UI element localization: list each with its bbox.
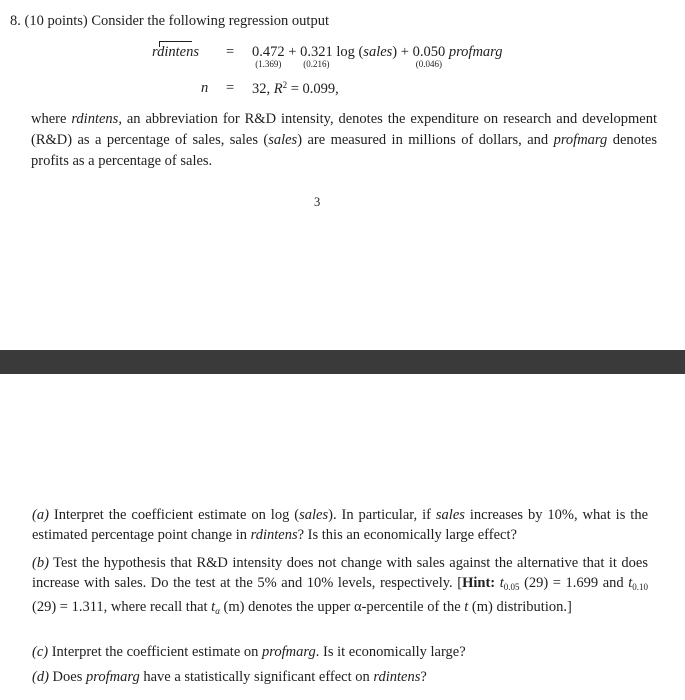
profmarg-coef: 0.050 — [412, 44, 446, 60]
part-a-var-1: sales — [299, 507, 329, 523]
part-a-text-2: ). In particular, if — [328, 507, 431, 523]
r-squared-value: = 0.099, — [290, 81, 339, 97]
profmarg-variable: profmarg — [448, 44, 503, 60]
part-a-text-4: ? Is this an economically large effect? — [297, 527, 517, 543]
part-b-label: (b) — [32, 555, 49, 571]
log-sales-term: log (sales) — [336, 44, 398, 60]
intercept-value: 0.472 — [252, 44, 285, 60]
part-d-label: (d) — [32, 669, 49, 685]
page-number: 3 — [314, 195, 321, 209]
part-c-var-1: profmarg — [262, 644, 316, 660]
part-b-t-symbol-2: t — [628, 575, 633, 591]
page-separator-bar — [0, 350, 685, 374]
regression-equation — [152, 44, 199, 61]
r-squared-exponent: 2 — [282, 80, 288, 90]
part-a-label: (a) — [32, 507, 49, 523]
question-header — [10, 13, 329, 30]
part-d-text-3: ? — [420, 669, 427, 685]
log-sales-se: (0.216) — [303, 59, 330, 69]
part-a-text-3: increases by 10%, what is the estimated percentage point change in — [32, 507, 649, 543]
dependent-variable: rdintens — [152, 44, 199, 60]
question-points: (10 points) — [24, 13, 88, 29]
part-d-text-1: Does — [52, 669, 83, 685]
part-b-hint-bracket: [ — [457, 575, 463, 591]
part-b-text-4: (m) denotes the upper α-percentile of the — [223, 599, 461, 615]
desc-text-3: denotes profits as a percentage of sales. — [31, 132, 657, 169]
r-squared-label: R — [273, 81, 283, 97]
question-number: 8. — [10, 13, 21, 29]
part-d-var-2: rdintens — [373, 669, 421, 685]
variable-description — [31, 109, 657, 172]
part-a-text-1: Interpret the coefficient estimate on log ( — [53, 507, 300, 523]
log-sales-coef: 0.321 — [300, 44, 333, 60]
part-d-text-2: have a statistically significant effect on — [143, 669, 370, 685]
part-b — [32, 553, 648, 621]
intercept-term — [252, 44, 285, 69]
part-b-sub-1: 0.05 — [503, 582, 520, 592]
plus-sign-1: + — [288, 44, 297, 60]
part-b-hint-label: Hint: — [462, 575, 496, 591]
intercept-se: (1.369) — [255, 59, 282, 69]
desc-var-profmarg: profmarg — [553, 132, 608, 148]
question-intro: Consider the following regression output — [91, 13, 329, 29]
regression-rhs — [252, 44, 503, 69]
part-b-text-1: Test the hypothesis that R&D intensity does not change with sales against the alternative that it does increase with sales. Do the test at the 5% and 10% levels, respectively. — [32, 555, 648, 591]
profmarg-se: (0.046) — [415, 59, 443, 69]
part-b-text-3: (29) = 1.311, where recall that — [32, 599, 208, 615]
equals-sign-2: = — [226, 80, 235, 96]
desc-var-rdintens: rdintens, — [71, 111, 122, 127]
profmarg-coef-term — [412, 44, 446, 69]
part-a — [32, 505, 648, 545]
plus-sign-2: + — [400, 44, 409, 60]
part-c-text-2: . Is it economically large? — [315, 644, 466, 660]
part-c-label: (c) — [32, 644, 49, 660]
part-d — [32, 667, 648, 687]
part-c — [32, 642, 648, 662]
part-b-text-2: (29) = 1.699 and — [524, 575, 624, 591]
dependent-variable-hat — [152, 44, 199, 61]
part-d-var-1: profmarg — [85, 669, 140, 685]
part-c-text-1: Interpret the coefficient estimate on — [51, 644, 259, 660]
desc-where: where — [31, 111, 67, 127]
part-b-t-symbol-4: t — [464, 599, 469, 615]
desc-text-2: ) are measured in millions of dollars, and — [297, 132, 549, 148]
desc-var-sales: sales — [268, 132, 298, 148]
part-b-sub-3: α — [215, 606, 220, 616]
desc-text-1: an abbreviation for R&D intensity, denotes the expenditure on research and development (R&D) as a percentage of sales, sales ( — [31, 111, 657, 148]
part-b-t-symbol-3: t — [211, 599, 216, 615]
n-label: n — [201, 80, 209, 96]
part-a-var-2: sales — [435, 507, 465, 523]
part-a-var-3: rdintens — [250, 527, 298, 543]
part-b-t-symbol-1: t — [499, 575, 504, 591]
equals-sign-1: = — [226, 44, 235, 60]
sample-stats — [252, 80, 339, 98]
part-b-sub-2: 0.10 — [632, 582, 649, 592]
part-b-text-5: (m) distribution.] — [471, 599, 572, 615]
log-sales-coef-term — [300, 44, 333, 69]
n-value: 32, — [252, 81, 271, 97]
